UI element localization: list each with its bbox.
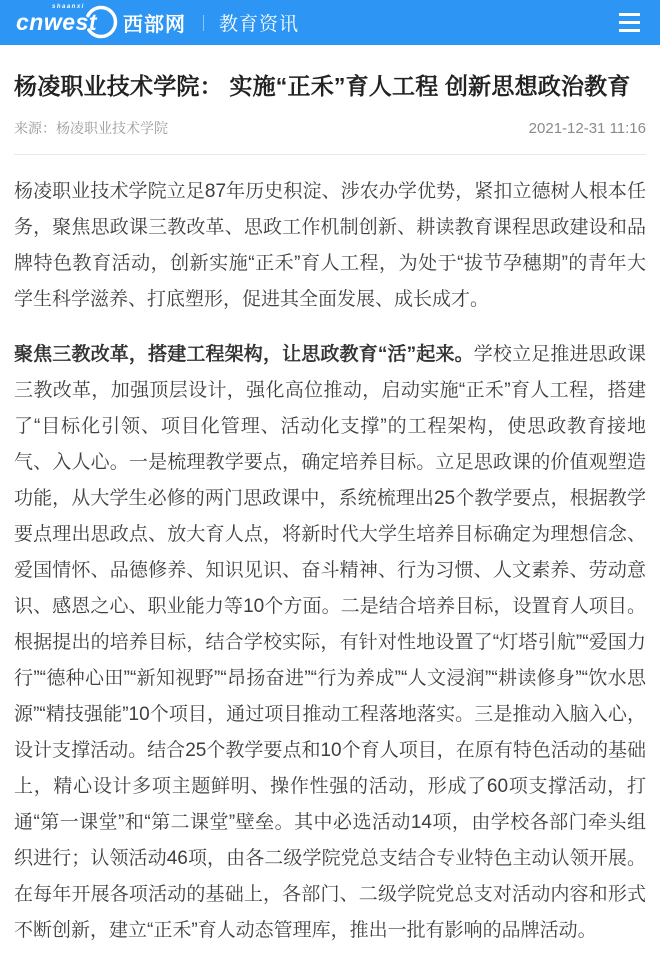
article-datetime: 2021-12-31 11:16 — [528, 120, 646, 138]
article-meta — [14, 118, 646, 155]
channel-label[interactable]: 教育资讯 — [218, 14, 299, 35]
cnwest-logo[interactable] — [16, 4, 186, 37]
cnwest-logo-subtext: shaanxi — [52, 4, 85, 10]
cnwest-logo-text: cnwest — [16, 9, 97, 35]
article-source: 来源：杨凌职业技术学院 — [14, 120, 168, 137]
hamburger-menu-icon[interactable] — [617, 9, 642, 36]
top-nav-bar — [0, 0, 660, 45]
article-paragraph-2 — [14, 337, 646, 949]
article-content — [0, 70, 660, 967]
paragraph-2-bold-lead: 聚焦三教改革，搭建工程架构，让思政教育“活”起来。 — [14, 344, 474, 366]
article-body — [14, 174, 646, 967]
cnwest-logo-wordmark — [16, 4, 113, 35]
paragraph-2-text: 学校立足推进思政课三教改革，加强顶层设计，强化高位推动，启动实施“正禾”育人工程，搭建了“目标化引领、项目化管理、活动化支撑”的工程架构，使思政教育接地气、入人心。一是梳理教学要点，确定培养目标。立足思政课的价值观塑造功能，从大学生必修的两门思政课中，系统梳理出25个教学要点，根据教学要点理出思政点、放大育人点，将新时代大学生培养目标确定为理想信念、爱国情怀、品德修养、知识见识、奋斗精神、行为习惯、人文素养、劳动意识、感恩之心、职业能力等10个方面。二是结合培养目标，设置育人项目。根据提出的培养目标，结合学校实际，有针对性地设置了“灯塔引航”“爱国力行”“德种心田”“新知视野”“昂扬奋进”“行为养成”“人文浸润”“耕读修身”“饮水思源”“精技强能”10个项目，通过项目推动工程落地落实。三是推动入脑入心，设计支撑活动。结合25个教学要点和10个育人项目，在原有特色活动的基础上，精心设计多项主题鲜明、操作性强的活动，形成了60项支撑活动，打通“第一课堂”和“第二课堂”壁垒。其中必选活动14项，由学校各部门牵头组织进行；认领活动46项，由各二级学院党总支结合专业特色主动认领开展。在每年开展各项活动的基础上，各部门、二级学院党总支对活动内容和形式不断创新，建立“正禾”育人动态管理库，推出一批有影响的品牌活动。 — [14, 344, 646, 942]
cnwest-logo-chinese: 西部网 — [122, 14, 186, 36]
article-paragraph-1: 杨凌职业技术学院立足87年历史积淀、涉农办学优势，紧扣立德树人根本任务，聚焦思政课三教改革、思政工作机制创新、耕读教育课程思政建设和品牌特色教育活动，创新实施“正禾”育人工程，为处于“拔节孕穗期”的青年大学生科学滋养、打底塑形，促进其全面发展、成长成才。 — [14, 181, 646, 311]
article-title: 杨凌职业技术学院： 实施“正禾”育人工程 创新思想政治教育 — [14, 73, 631, 99]
header-divider — [203, 15, 204, 31]
